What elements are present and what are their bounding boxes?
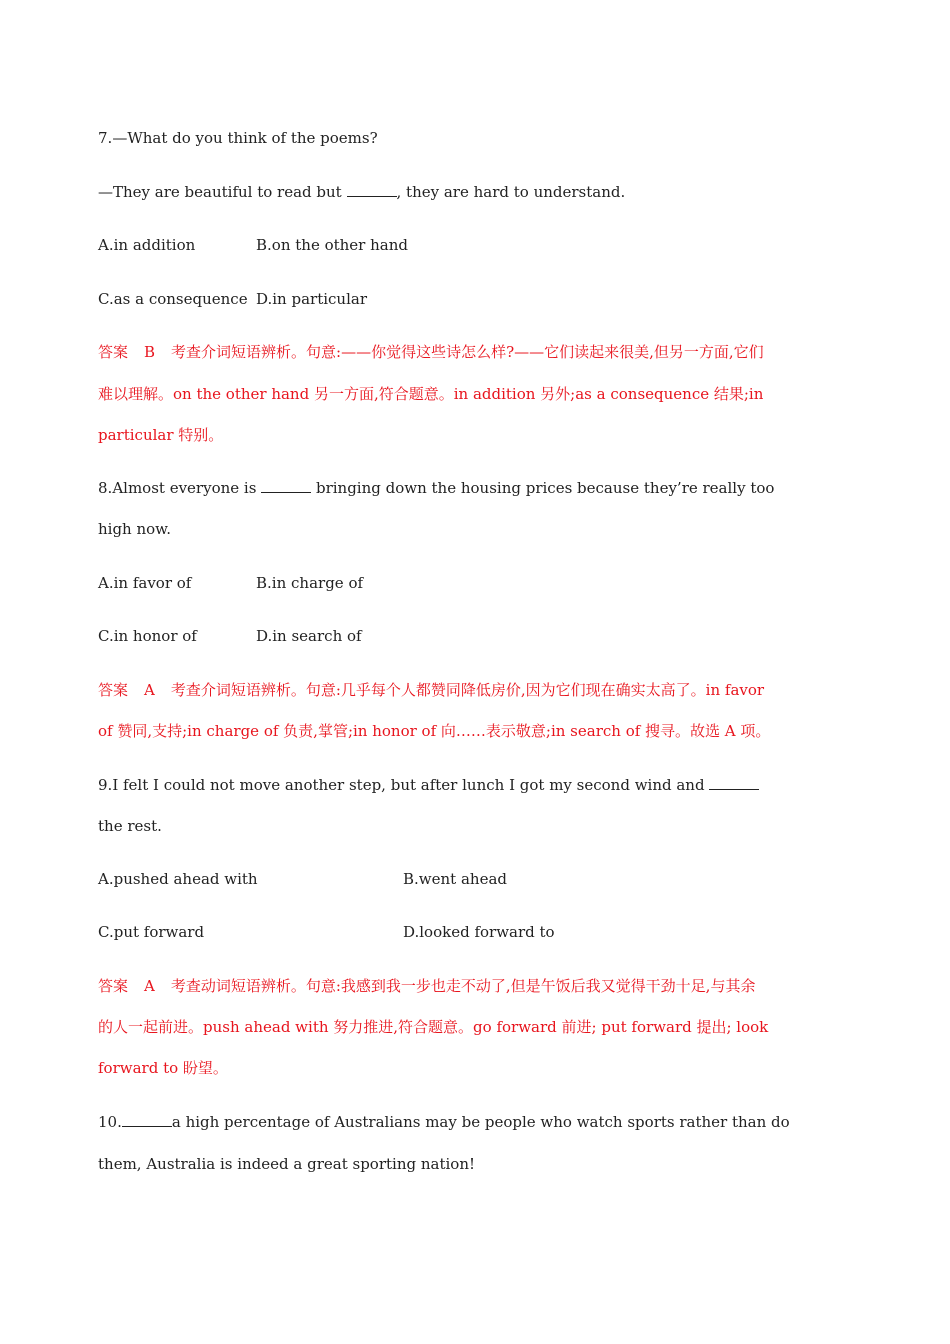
answer-explanation: 的人一起前进。push ahead with 努力推进,符合题意。go forward 前进; put forward 提出; look [98, 1018, 769, 1036]
option-b: B.in charge of [256, 574, 364, 592]
question-8-answer-line1 [98, 680, 764, 700]
answer-letter: A [144, 681, 155, 699]
question-9-stem-line1 [98, 775, 759, 795]
answer-explanation: 考查介词短语辨析。句意:——你觉得这些诗怎么样?——它们读起来很美,但另一方面,它们 [171, 343, 764, 361]
question-8-stem-line1 [98, 478, 774, 498]
answer-explanation: forward to 盼望。 [98, 1059, 228, 1077]
question-text: bringing down the housing prices because they’re really too [315, 479, 775, 497]
question-9-answer-line2 [98, 1017, 768, 1037]
answer-letter: B [144, 343, 156, 361]
option-d: D.in search of [256, 627, 362, 645]
question-9-stem-line2 [98, 816, 162, 836]
question-number: 8. [98, 479, 113, 497]
question-text: —What do you think of the poems? [112, 129, 378, 147]
option-b: B.went ahead [403, 870, 507, 888]
answer-blank [261, 478, 311, 493]
option-d: D.looked forward to [403, 923, 555, 941]
question-7-stem-line2 [98, 182, 625, 202]
question-7-answer-line2 [98, 384, 763, 404]
question-text: I felt I could not move another step, but after lunch I got my second wind and [112, 776, 705, 794]
answer-explanation: 难以理解。on the other hand 另一方面,符合题意。in addition 另外;as a consequence 结果;in [98, 385, 764, 403]
question-8-options-cd [98, 626, 858, 646]
question-9-options-ab [98, 869, 858, 889]
question-9-answer-line1 [98, 976, 755, 996]
option-a: A.in favor of [98, 574, 192, 592]
question-7-stem-line1 [98, 128, 378, 148]
answer-blank [347, 182, 397, 197]
question-10-stem-line1 [98, 1112, 790, 1132]
question-9-answer-line3 [98, 1058, 228, 1078]
question-10-stem-line2 [98, 1154, 475, 1174]
option-d: D.in particular [256, 290, 367, 308]
answer-explanation: 考查动词短语辨析。句意:我感到我一步也走不动了,但是午饭后我又觉得干劲十足,与其余 [170, 977, 756, 995]
question-text: Almost everyone is [112, 479, 257, 497]
question-text: , they are hard to understand. [396, 183, 626, 201]
option-c: C.as a consequence [98, 290, 248, 308]
answer-blank [122, 1112, 172, 1127]
question-text: high now. [98, 520, 172, 538]
answer-explanation: 考查介词短语辨析。句意:几乎每个人都赞同降低房价,因为它们现在确实太高了。in favor [170, 681, 765, 699]
answer-label: 答案 [98, 343, 129, 361]
question-8-stem-line2 [98, 519, 171, 539]
option-c: C.put forward [98, 923, 205, 941]
question-text: —They are beautiful to read but [98, 183, 342, 201]
answer-blank [709, 775, 759, 790]
question-text: them, Australia is indeed a great sporting nation! [98, 1155, 476, 1173]
option-a: A.pushed ahead with [98, 870, 258, 888]
question-7-answer-line1 [98, 342, 764, 362]
answer-label: 答案 [98, 977, 129, 995]
question-7-answer-line3 [98, 425, 223, 445]
question-number: 7. [98, 129, 113, 147]
answer-explanation: of 赞同,支持;in charge of 负责,掌管;in honor of 向……表示敬意;in search of 搜寻。故选 A 项。 [98, 722, 771, 740]
question-8-options-ab [98, 573, 858, 593]
question-text: a high percentage of Australians may be people who watch sports rather than do [171, 1113, 790, 1131]
option-c: C.in honor of [98, 627, 197, 645]
answer-explanation: particular 特别。 [98, 426, 224, 444]
option-a: A.in addition [98, 236, 196, 254]
question-7-options-ab [98, 235, 858, 255]
question-9-options-cd [98, 922, 858, 942]
option-b: B.on the other hand [256, 236, 408, 254]
answer-label: 答案 [98, 681, 129, 699]
question-text: the rest. [98, 817, 162, 835]
question-number: 9. [98, 776, 113, 794]
answer-letter: A [144, 977, 155, 995]
question-8-answer-line2 [98, 721, 770, 741]
question-number: 10. [98, 1113, 122, 1131]
question-7-options-cd [98, 289, 858, 309]
